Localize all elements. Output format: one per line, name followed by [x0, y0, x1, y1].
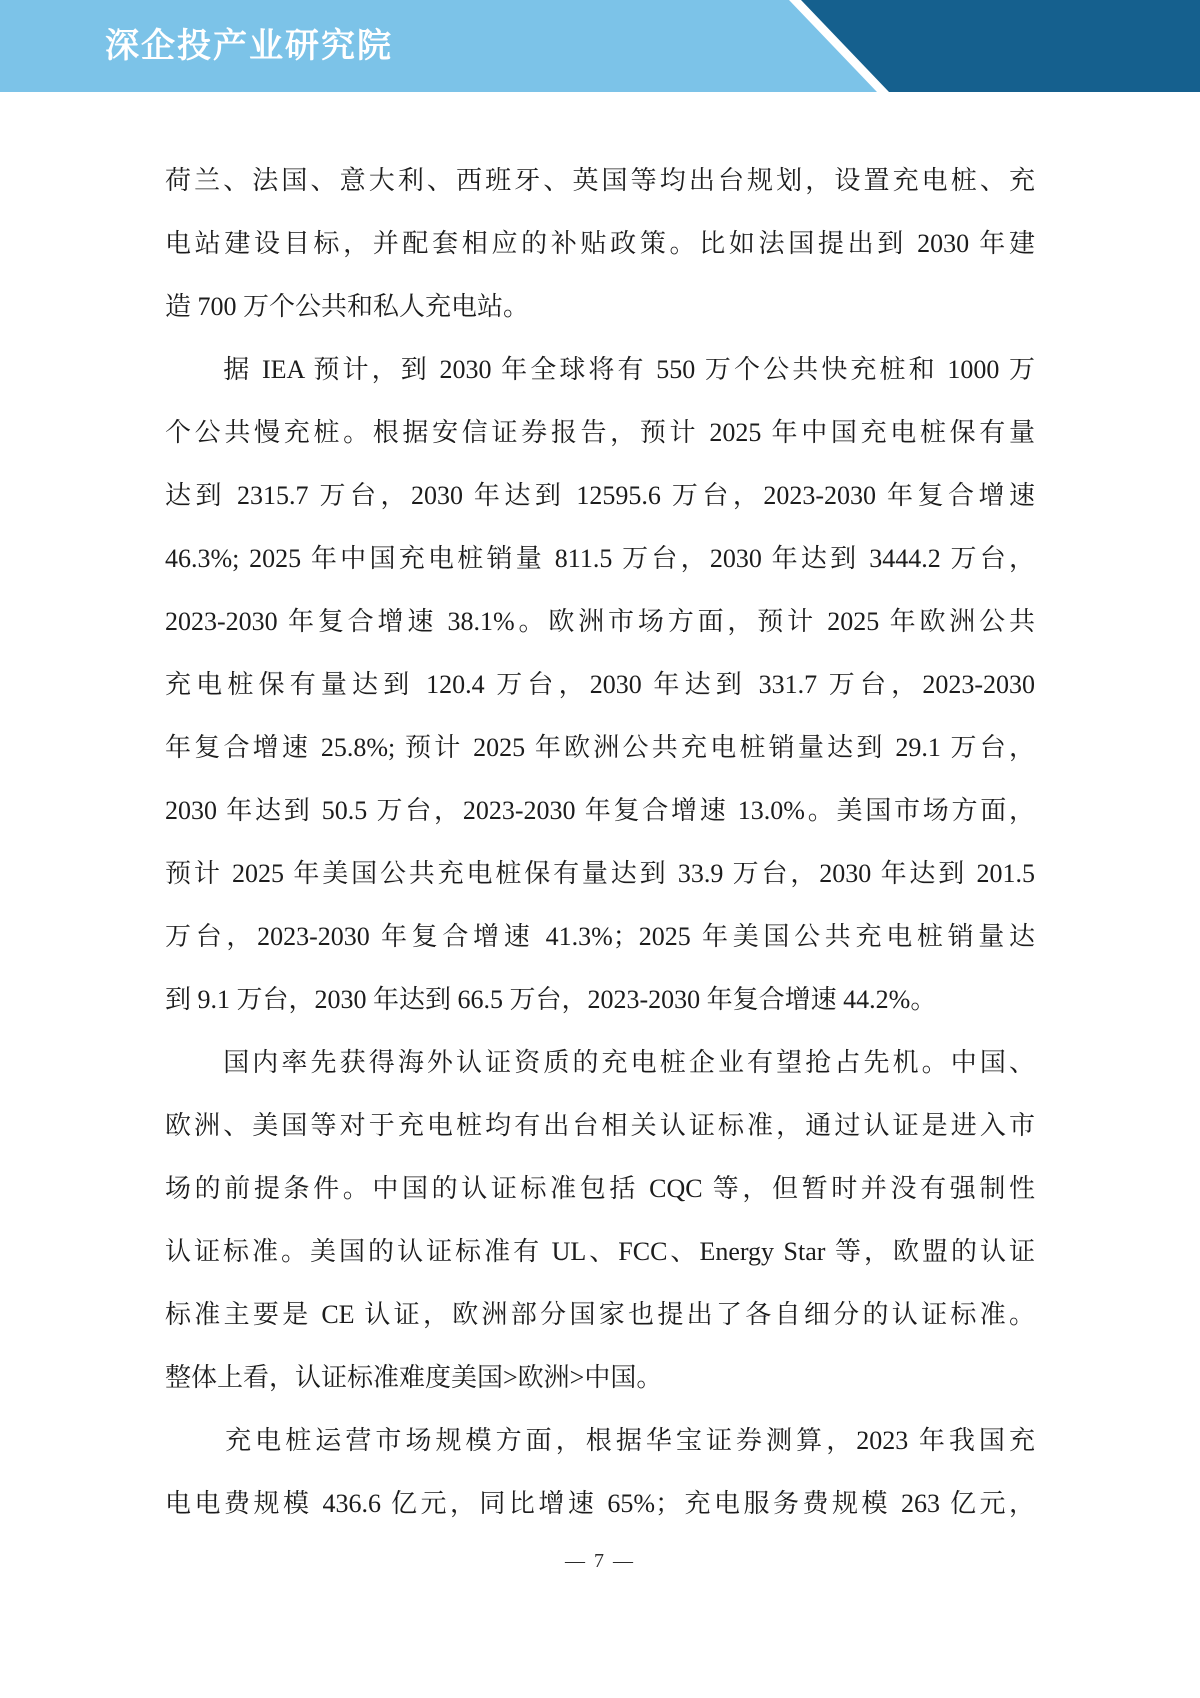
brand-title: 深企投产业研究院: [105, 27, 393, 65]
document-line: 到 9.1 万台，2030 年达到 66.5 万台，2023-2030 年复合增速 44.2%。: [165, 985, 937, 1014]
document-line: 预计 2025 年美国公共充电桩保有量达到 33.9 万台，2030 年达到 201.5: [165, 859, 1035, 888]
document-line: 标准主要是 CE 认证，欧洲部分国家也提出了各自细分的认证标准。: [165, 1300, 1035, 1329]
document-line: 电电费规模 436.6 亿元，同比增速 65%；充电服务费规模 263 亿元，: [165, 1489, 1035, 1518]
document-line: 充电桩运营市场规模方面，根据华宝证券测算，2023 年我国充: [165, 1426, 1035, 1455]
document-line: 国内率先获得海外认证资质的充电桩企业有望抢占先机。中国、: [165, 1048, 1035, 1077]
document-line: 据 IEA 预计，到 2030 年全球将有 550 万个公共快充桩和 1000 万: [165, 355, 1035, 384]
document-line: 认证标准。美国的认证标准有 UL、FCC、Energy Star 等，欧盟的认证: [165, 1237, 1035, 1266]
document-line: 2030 年达到 50.5 万台，2023-2030 年复合增速 13.0%。美国市场方面，: [165, 796, 1035, 825]
document-line: 年复合增速 25.8%; 预计 2025 年欧洲公共充电桩销量达到 29.1 万台，: [165, 733, 1035, 762]
document-line: 个公共慢充桩。根据安信证券报告，预计 2025 年中国充电桩保有量: [165, 418, 1035, 447]
document-line: 整体上看，认证标准难度美国>欧洲>中国。: [165, 1363, 663, 1392]
document-line: 造 700 万个公共和私人充电站。: [165, 292, 530, 321]
document-line: 达到 2315.7 万台，2030 年达到 12595.6 万台，2023-2030 年复合增速: [165, 481, 1035, 510]
page-header: [0, 0, 1200, 92]
document-line: 2023-2030 年复合增速 38.1%。欧洲市场方面，预计 2025 年欧洲公共: [165, 607, 1035, 636]
document-line: 欧洲、美国等对于充电桩均有出台相关认证标准，通过认证是进入市: [165, 1111, 1035, 1140]
document-body: [165, 149, 1035, 1535]
document-line: 场的前提条件。中国的认证标准包括 CQC 等，但暂时并没有强制性: [165, 1174, 1035, 1203]
document-line: 电站建设目标，并配套相应的补贴政策。比如法国提出到 2030 年建: [165, 229, 1035, 258]
document-line: 荷兰、法国、意大利、西班牙、英国等均出台规划，设置充电桩、充: [165, 166, 1035, 195]
document-line: 充电桩保有量达到 120.4 万台，2030 年达到 331.7 万台，2023-2030: [165, 670, 1035, 699]
document-line: 万台，2023-2030 年复合增速 41.3%；2025 年美国公共充电桩销量达: [165, 922, 1035, 951]
document-line: 46.3%; 2025 年中国充电桩销量 811.5 万台，2030 年达到 3444.2 万台，: [165, 544, 1035, 573]
page-number: — 7 —: [565, 1550, 635, 1572]
